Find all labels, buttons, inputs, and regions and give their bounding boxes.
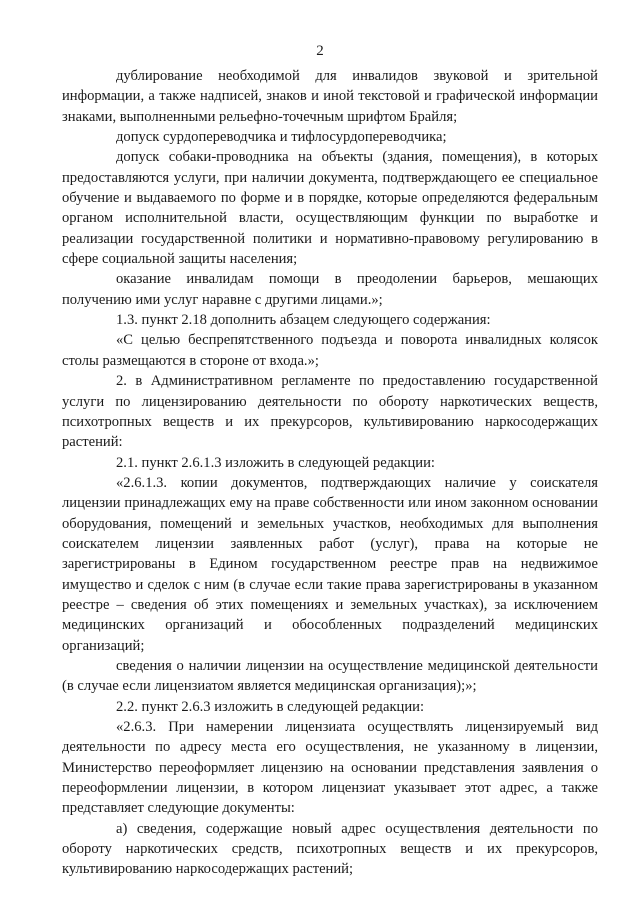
document-body — [62, 66, 598, 880]
paragraph-subitem-a: а) сведения, содержащие новый адрес осуществления деятельности по обороту наркотических средств, психотропных веществ и их прекурсоров, культивированию наркосодержащих растений; — [62, 820, 598, 878]
page-number: 2 — [316, 43, 324, 59]
paragraph-item-1-3: 1.3. пункт 2.18 дополнить абзацем следующего содержания: — [116, 312, 491, 329]
paragraph-wheelchair-tables: «С целью беспрепятственного подъезда и поворота инвалидных колясок столы размещаются в стороне от входа.»; — [62, 332, 598, 369]
paragraph-item-2: 2. в Административном регламенте по предоставлению государственной услуги по лицензированию деятельности по обороту наркотических веществ, психотропных веществ и их прекурсоров, культивированию наркосодержащих растений: — [62, 373, 598, 451]
paragraph-item-2-1: 2.1. пункт 2.6.1.3 изложить в следующей редакции: — [116, 454, 435, 471]
paragraph-braille-info: дублирование необходимой для инвалидов звуковой и зрительной информации, а также надписей, знаков и иной текстовой и графической информации знаками, выполненными рельефно-точечным шрифтом Брайля; — [62, 68, 598, 125]
paragraph-assistance: оказание инвалидам помощи в преодолении барьеров, мешающих получению ими услуг наравне с другими лицами.»; — [62, 271, 598, 308]
paragraph-sign-interpreter: допуск сурдопереводчика и тифлосурдопереводчика; — [116, 129, 447, 146]
paragraph-2-6-1-3: «2.6.1.3. копии документов, подтверждающих наличие у соискателя лицензии принадлежащих ему на праве собственности или ином законном основании оборудования, помещений и земельных участков, необходимых для выполнения соискателем лицензии заявленных работ (услуг), права на которые не зарегистрированы в Едином государственном реестре прав на недвижимое имущество и сделок с ним (в случае если такие права зарегистрированы в указанном реестре – сведения об этих помещениях и земельных участках), за исключением медицинских организаций и обособленных подразделений медицинских организаций; — [62, 474, 598, 654]
paragraph-2-6-3: «2.6.3. При намерении лицензиата осуществлять лицензируемый вид деятельности по адресу места его осуществления, не указанному в лицензии, Министерство переоформляет лицензию на основании представления заявления о переоформлении лицензии, в котором лицензиат указывает этот адрес, а также представляет следующие документы: — [62, 719, 598, 817]
paragraph-guide-dog: допуск собаки-проводника на объекты (здания, помещения), в которых предоставляются услуги, при наличии документа, подтверждающего ее специальное обучение и выдаваемого по форме и в порядке, которые определяются федеральным органом исполнительной власти, осуществляющим функции по выработке и реализации государственной политики и нормативно-правовому регулированию в сфере социальной защиты населения; — [62, 149, 598, 268]
paragraph-item-2-2: 2.2. пункт 2.6.3 изложить в следующей редакции: — [116, 698, 425, 715]
paragraph-medical-license: сведения о наличии лицензии на осуществление медицинской деятельности (в случае если лицензиатом является медицинская организация);»; — [62, 657, 598, 695]
